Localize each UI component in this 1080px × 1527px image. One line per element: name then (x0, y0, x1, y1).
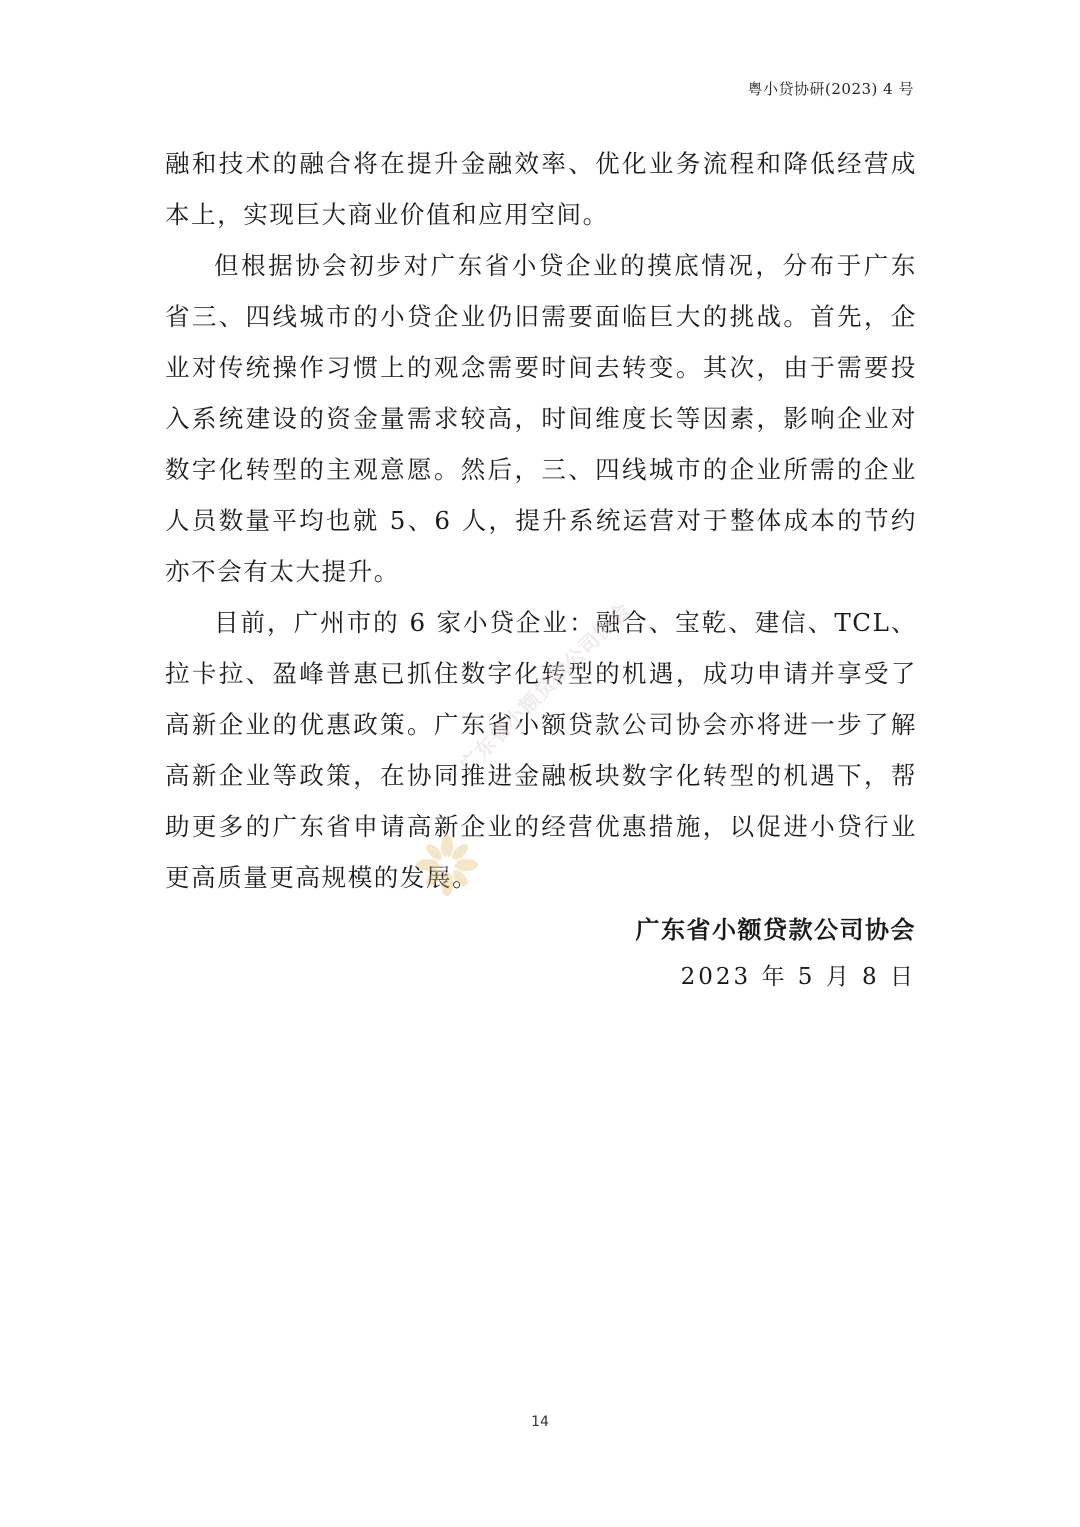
watermark-text: 广东省小额贷款公司协会 (454, 597, 636, 778)
star-flower-logo-icon (414, 832, 480, 898)
signature-organization: 广东省小额贷款公司协会 (635, 916, 916, 944)
signature-block (636, 908, 917, 1002)
page-number: 14 (531, 1414, 549, 1430)
paragraph-challenges: 但根据协会初步对广东省小贷企业的摸底情况，分布于广东省三、四线城市的小贷企业仍旧需要面临巨大的挑战。首先，企业对传统操作习惯上的观念需要时间去转变。其次，由于需要投入系统建设的资金量需求较高，时间维度长等因素，影响企业对数字化转型的主观意愿。然后，三、四线城市的企业所需的企业人员数量平均也就 5、6 人，提升系统运营对于整体成本的节约亦不会有太大提升。 (165, 251, 917, 586)
document-body (165, 138, 917, 903)
document-number: 粤小贷协研(2023) 4 号 (747, 80, 914, 98)
paragraph-continuation: 融和技术的融合将在提升金融效率、优化业务流程和降低经营成本上，实现巨大商业价值和应用空间。 (165, 149, 917, 229)
paragraph-guangzhou-companies: 目前，广州市的 6 家小贷企业：融合、宝乾、建信、TCL、拉卡拉、盈峰普惠已抓住数字化转型的机遇，成功申请并享受了高新企业的优惠政策。广东省小额贷款公司协会亦将进一步了解高新企业等政策，在协同推进金融板块数字化转型的机遇下，帮助更多的广东省申请高新企业的经营优惠措施，以促进小贷行业更高质量更高规模的发展。 (165, 608, 917, 892)
signature-date: 2023 年 5 月 8 日 (680, 964, 916, 990)
